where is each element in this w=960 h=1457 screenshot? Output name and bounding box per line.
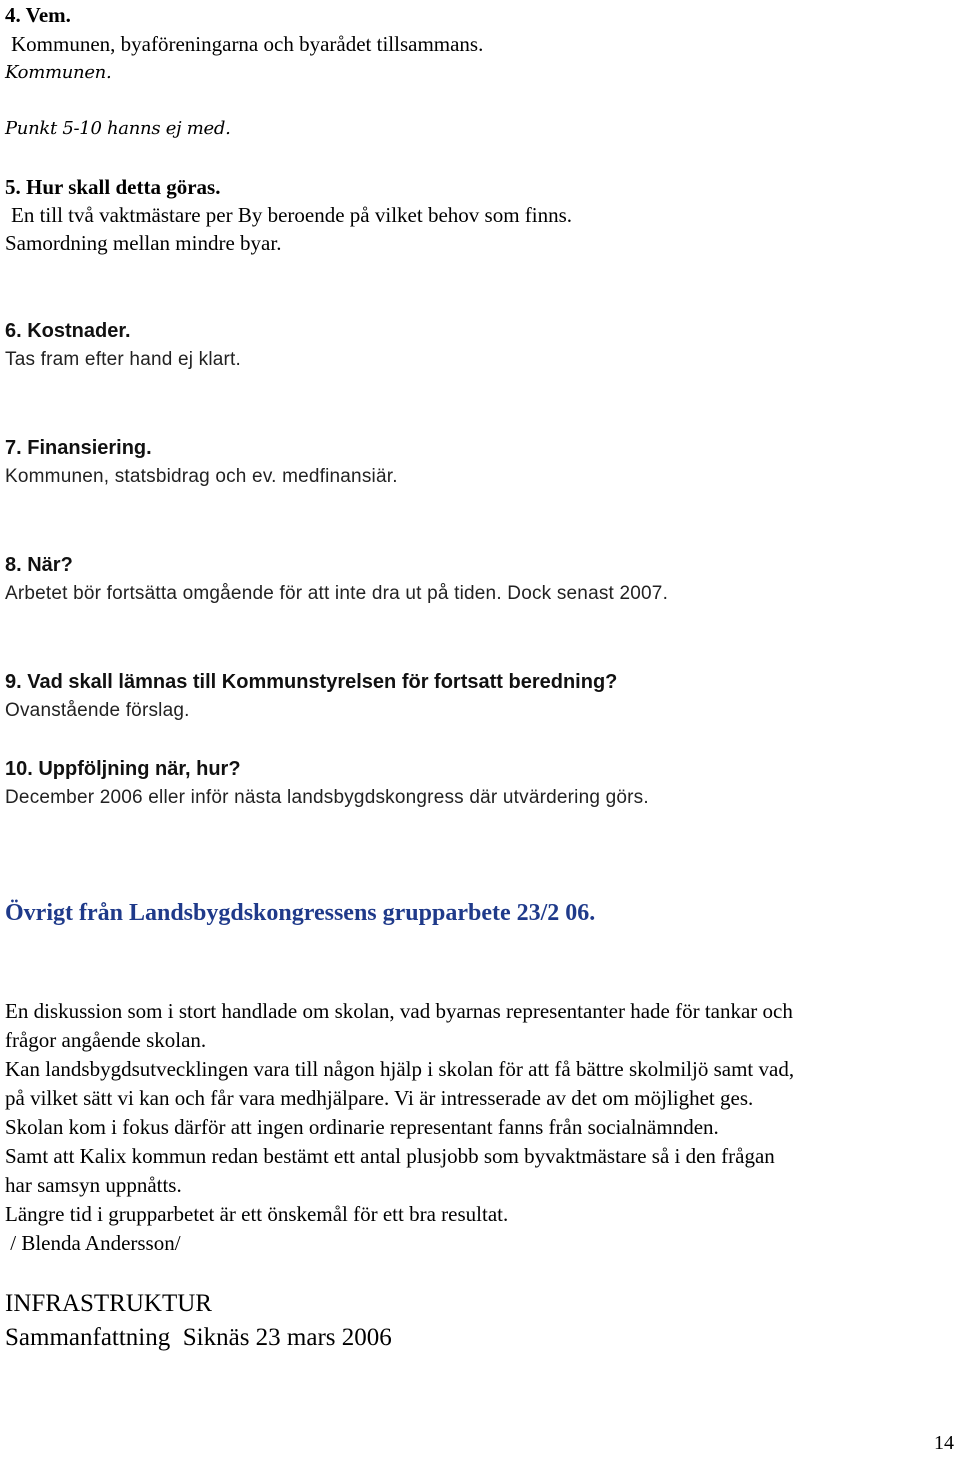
infra-subtitle: Sammanfattning Siknäs 23 mars 2006 xyxy=(5,1324,392,1351)
sec4-text: Kommunen, byaföreningarna och byarådet tillsammans. xyxy=(11,32,484,56)
signature-line: / Blenda Andersson/ xyxy=(5,1231,181,1255)
sec8-text: Arbetet bör fortsätta omgående för att inte dra ut på tiden. Dock senast 2007. xyxy=(5,583,669,604)
sec9-heading: 9. Vad skall lämnas till Kommunstyrelsen för fortsatt beredning? xyxy=(5,671,618,693)
sec8-heading: 8. När? xyxy=(5,554,73,576)
skipped-points-note: Punkt 5-10 hanns ej med. xyxy=(5,118,231,139)
sec4-heading: 4. Vem. xyxy=(5,3,71,27)
ovrigt-line: Längre tid i grupparbetet är ett önskemål för ett bra resultat. xyxy=(5,1202,509,1226)
ovrigt-line: Kan landsbygdsutvecklingen vara till någon hjälp i skolan för att få bättre skolmiljö samt vad, xyxy=(5,1057,795,1081)
sec5-heading: 5. Hur skall detta göras. xyxy=(5,175,221,199)
ovrigt-line: Samt att Kalix kommun redan bestämt ett antal plusjobb som byvaktmästare så i den frågan xyxy=(5,1144,775,1168)
sec6-heading: 6. Kostnader. xyxy=(5,320,131,342)
ovrigt-line: på vilket sätt vi kan och får vara medhjälpare. Vi är intresserade av det om möjlighet ges. xyxy=(5,1086,754,1110)
sec6-text: Tas fram efter hand ej klart. xyxy=(5,349,242,370)
sec10-heading: 10. Uppföljning när, hur? xyxy=(5,758,241,780)
ovrigt-line: har samsyn uppnåtts. xyxy=(5,1173,182,1197)
page-number: 14 xyxy=(934,1432,954,1454)
sec5-text-2: Samordning mellan mindre byar. xyxy=(5,231,282,255)
sec9-text: Ovanstående förslag. xyxy=(5,700,190,721)
sec7-heading: 7. Finansiering. xyxy=(5,437,152,459)
ovrigt-line: En diskussion som i stort handlade om skolan, vad byarnas representanter hade för tankar och xyxy=(5,999,793,1023)
infra-title: INFRASTRUKTUR xyxy=(5,1290,212,1317)
sec4-handwritten-note: Kommunen. xyxy=(5,62,112,83)
ovrigt-heading: Övrigt från Landsbygdskongressens grupparbete 23/2 06. xyxy=(5,900,596,926)
sec5-text-1: En till två vaktmästare per By beroende på vilket behov som finns. xyxy=(11,203,573,227)
ovrigt-line: Skolan kom i fokus därför att ingen ordinarie representant fanns från socialnämnden. xyxy=(5,1115,719,1139)
sec10-text: December 2006 eller inför nästa landsbygdskongress där utvärdering görs. xyxy=(5,787,649,808)
sec7-text: Kommunen, statsbidrag och ev. medfinansiär. xyxy=(5,466,398,487)
ovrigt-line: frågor angående skolan. xyxy=(5,1028,207,1052)
